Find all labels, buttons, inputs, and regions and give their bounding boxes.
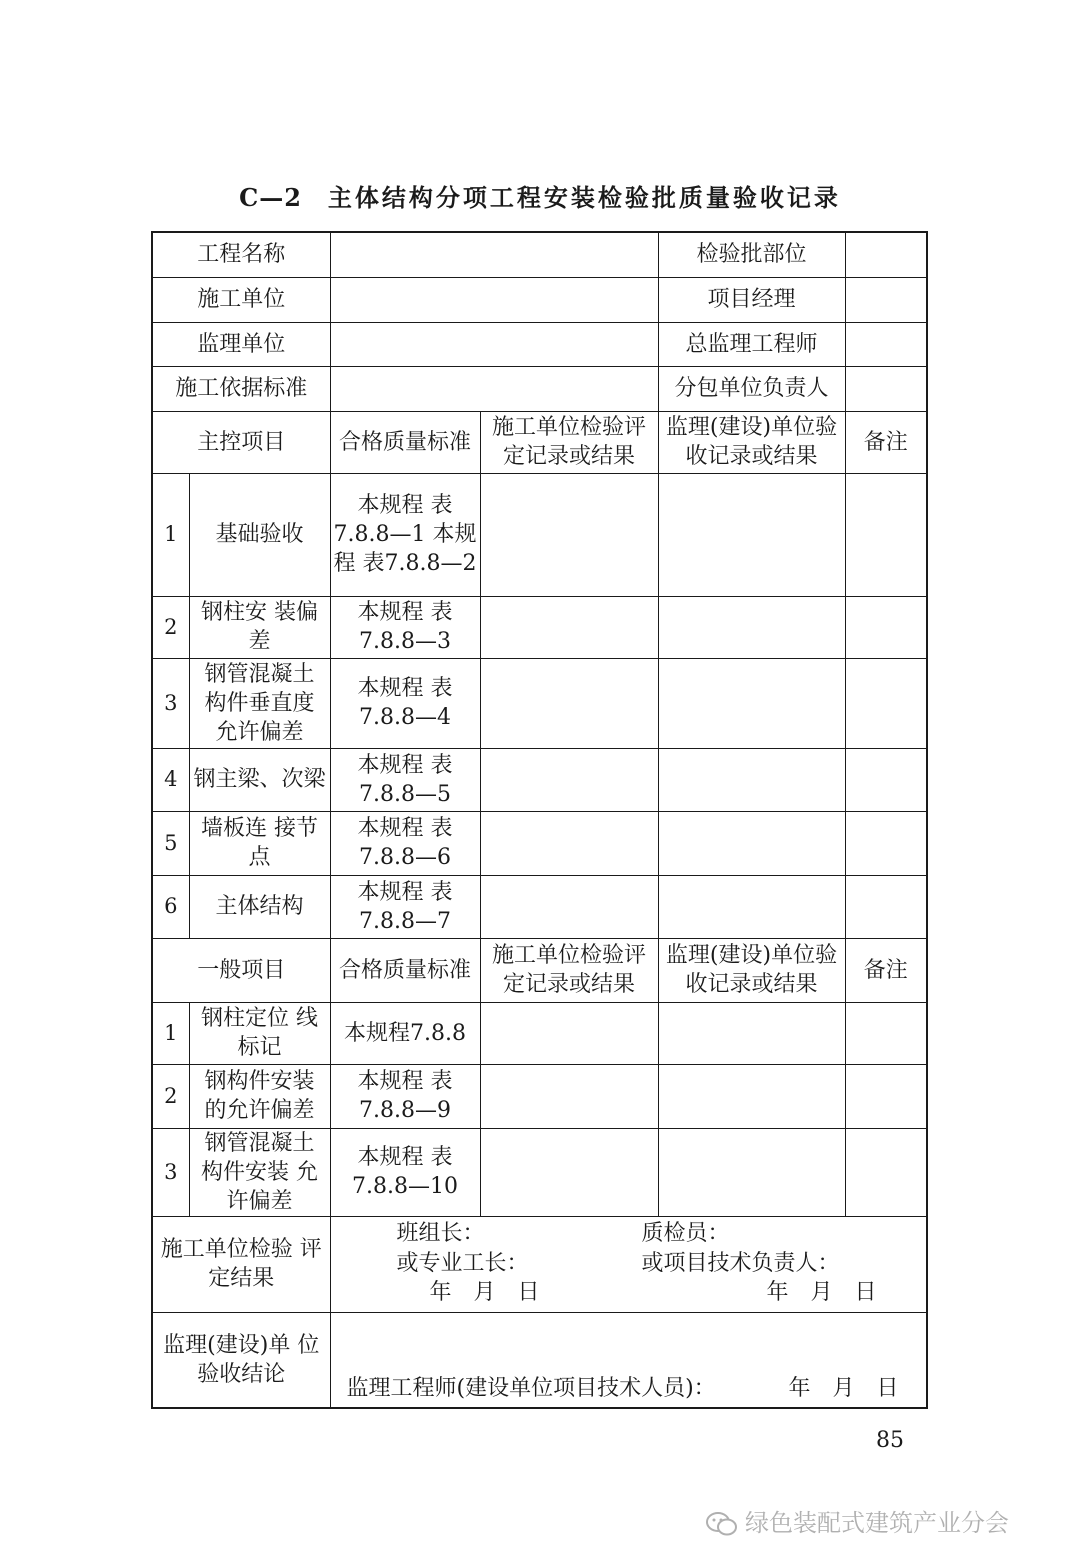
row-number: 1	[152, 473, 189, 596]
row-standard: 本规程 表7.8.8—10	[330, 1128, 480, 1216]
row-standard: 本规程 表7.8.8—5	[330, 748, 480, 811]
table-row	[152, 596, 927, 658]
row-item: 基础验收	[189, 473, 330, 596]
header-value-field[interactable]	[330, 277, 658, 322]
row-item: 钢主梁、次梁	[189, 748, 330, 811]
title-code: C—2	[239, 183, 302, 212]
contractor-result-field[interactable]	[480, 658, 658, 748]
header-row	[152, 277, 927, 322]
header-value-field[interactable]	[330, 232, 658, 277]
row-number: 2	[152, 596, 189, 658]
col-header-remark: 备注	[845, 411, 927, 473]
remark-field[interactable]	[845, 1064, 927, 1128]
row-item: 钢柱安 装偏差	[189, 596, 330, 658]
col-header-item: 一般项目	[152, 938, 330, 1002]
row-number: 2	[152, 1064, 189, 1128]
header-row	[152, 366, 927, 411]
remark-field[interactable]	[845, 811, 927, 875]
contractor-signature-area[interactable]	[330, 1216, 927, 1312]
remark-field[interactable]	[845, 473, 927, 596]
col-header-standard: 合格质量标准	[330, 938, 480, 1002]
supervisor-result-field[interactable]	[658, 811, 845, 875]
contractor-result-field[interactable]	[480, 748, 658, 811]
header-label: 施工依据标准	[152, 366, 330, 411]
remark-field[interactable]	[845, 658, 927, 748]
main-control-header-row	[152, 411, 927, 473]
row-standard: 本规程 表7.8.8—6	[330, 811, 480, 875]
remark-field[interactable]	[845, 1128, 927, 1216]
date-left: 年 月 日	[429, 1279, 540, 1305]
supervisor-result-field[interactable]	[658, 1128, 845, 1216]
title-text: 主体结构分项工程安装检验批质量验收记录	[327, 183, 841, 212]
table-row	[152, 1128, 927, 1216]
header-right-label: 分包单位负责人	[658, 366, 845, 411]
remark-field[interactable]	[845, 596, 927, 658]
row-standard: 本规程 表7.8.8—4	[330, 658, 480, 748]
inspector-label: 质检员：	[641, 1220, 730, 1246]
contractor-result-field[interactable]	[480, 811, 658, 875]
table-row	[152, 658, 927, 748]
supervisor-signature-area[interactable]	[330, 1312, 927, 1408]
header-right-label: 总监理工程师	[658, 322, 845, 366]
contractor-result-field[interactable]	[480, 473, 658, 596]
row-number: 6	[152, 875, 189, 938]
contractor-result-field[interactable]	[480, 1002, 658, 1064]
row-item: 墙板连 接节点	[189, 811, 330, 875]
table-row	[152, 1064, 927, 1128]
inspection-record-table	[151, 231, 928, 1409]
row-number: 1	[152, 1002, 189, 1064]
header-right-value-field[interactable]	[845, 232, 927, 277]
table-row	[152, 811, 927, 875]
header-label: 工程名称	[152, 232, 330, 277]
table-row	[152, 875, 927, 938]
row-item: 主体结构	[189, 875, 330, 938]
contractor-result-label: 施工单位检验 评定结果	[152, 1216, 330, 1312]
header-value-field[interactable]	[330, 322, 658, 366]
col-header-contractor: 施工单位检验评定记录或结果	[480, 938, 658, 1002]
row-standard: 本规程 表7.8.8—1 本规程 表7.8.8—2	[330, 473, 480, 596]
header-right-value-field[interactable]	[845, 366, 927, 411]
row-number: 4	[152, 748, 189, 811]
contractor-result-row	[152, 1216, 927, 1312]
header-right-value-field[interactable]	[845, 322, 927, 366]
header-label: 监理单位	[152, 322, 330, 366]
wechat-icon	[705, 1510, 739, 1538]
remark-field[interactable]	[845, 875, 927, 938]
contractor-result-field[interactable]	[480, 875, 658, 938]
page-title	[0, 178, 1080, 213]
row-standard: 本规程 表7.8.8—7	[330, 875, 480, 938]
row-item: 钢构件安装 的允许偏差	[189, 1064, 330, 1128]
supervisor-result-field[interactable]	[658, 1064, 845, 1128]
header-row	[152, 322, 927, 366]
col-header-supervisor: 监理(建设)单位验收记录或结果	[658, 411, 845, 473]
header-value-field[interactable]	[330, 366, 658, 411]
remark-field[interactable]	[845, 1002, 927, 1064]
header-right-value-field[interactable]	[845, 277, 927, 322]
row-standard: 本规程 表7.8.8—3	[330, 596, 480, 658]
row-number: 3	[152, 658, 189, 748]
supervisor-result-field[interactable]	[658, 875, 845, 938]
supervisor-conclusion-label: 监理(建设)单 位验收结论	[152, 1312, 330, 1408]
supervisor-conclusion-row	[152, 1312, 927, 1408]
supervisor-result-field[interactable]	[658, 748, 845, 811]
contractor-result-field[interactable]	[480, 596, 658, 658]
row-number: 3	[152, 1128, 189, 1216]
watermark	[705, 1503, 1009, 1538]
supervisor-date: 年 月 日	[788, 1375, 899, 1401]
tech-lead-label: 或项目技术负责人：	[641, 1250, 840, 1276]
header-label: 施工单位	[152, 277, 330, 322]
remark-field[interactable]	[845, 748, 927, 811]
contractor-result-field[interactable]	[480, 1064, 658, 1128]
row-standard: 本规程 表7.8.8—9	[330, 1064, 480, 1128]
row-item: 钢管混凝土 构件安装 允许偏差	[189, 1128, 330, 1216]
foreman-label: 或专业工长：	[396, 1250, 529, 1276]
col-header-item: 主控项目	[152, 411, 330, 473]
table-row	[152, 473, 927, 596]
col-header-standard: 合格质量标准	[330, 411, 480, 473]
page-number: 85	[876, 1428, 904, 1453]
row-item: 钢管混凝土 构件垂直度 允许偏差	[189, 658, 330, 748]
watermark-text: 绿色装配式建筑产业分会	[745, 1509, 1009, 1537]
contractor-result-field[interactable]	[480, 1128, 658, 1216]
supervisor-result-field[interactable]	[658, 473, 845, 596]
header-right-label: 项目经理	[658, 277, 845, 322]
table-row	[152, 1002, 927, 1064]
row-item: 钢柱定位 线标记	[189, 1002, 330, 1064]
col-header-supervisor: 监理(建设)单位验收记录或结果	[658, 938, 845, 1002]
col-header-remark: 备注	[845, 938, 927, 1002]
header-right-label: 检验批部位	[658, 232, 845, 277]
row-number: 5	[152, 811, 189, 875]
supervisor-signature-label: 监理工程师(建设单位项目技术人员)：	[346, 1375, 716, 1401]
supervisor-result-field[interactable]	[658, 596, 845, 658]
header-row	[152, 232, 927, 277]
date-right: 年 月 日	[766, 1279, 877, 1305]
row-standard: 本规程7.8.8	[330, 1002, 480, 1064]
general-header-row	[152, 938, 927, 1002]
table-row	[152, 748, 927, 811]
team-leader-label: 班组长：	[396, 1220, 485, 1246]
supervisor-result-field[interactable]	[658, 658, 845, 748]
supervisor-result-field[interactable]	[658, 1002, 845, 1064]
col-header-contractor: 施工单位检验评定记录或结果	[480, 411, 658, 473]
